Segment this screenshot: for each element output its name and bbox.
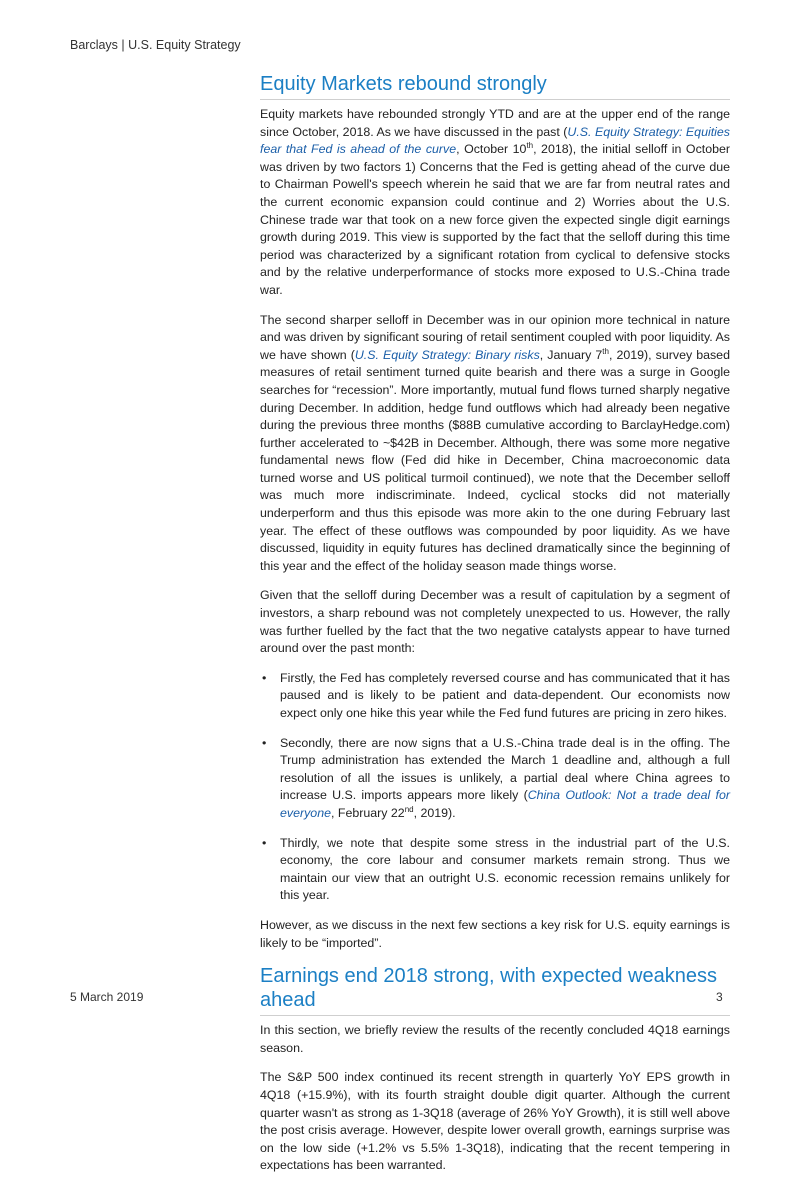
bullet-icon: •	[262, 670, 267, 685]
bullet-icon: •	[262, 735, 267, 750]
paragraph-1: Equity markets have rebounded strongly YTD and are at the upper end of the range since October, 2018. As we have discussed in the past (U.S. Equity Strategy: Equities fear that Fed is ahead of the curve, October 10th, 2018), the initial selloff in October was driven by two factors 1) Concerns that the Fed is getting ahead of the curve due to Chairman Powell's speech wherein he said that we are far from neutral rates and the current economic expansion could continue and 2) Worries about the U.S. Chinese trade war that took on a new force given the expected single digit earnings growth during 2019. This view is supported by the fact that the selloff during this time period was characterized by a significant rotation from cyclical to defensive stocks and by the relative underperformance of stocks more exposed to U.S.-China trade war.	[260, 107, 731, 297]
report-link-china-outlook[interactable]: China Outlook: Not a trade deal for everyone	[280, 788, 730, 820]
paragraph-4: However, as we discuss in the next few sections a key risk for U.S. equity earnings is likely to be “imported”.	[260, 917, 730, 950]
paragraph-5: In this section, we briefly review the results of the recently concluded 4Q18 earnings season.	[260, 1023, 730, 1055]
report-link-binary-risks[interactable]: U.S. Equity Strategy: Binary risks	[354, 347, 540, 362]
section-heading-earnings: Earnings end 2018 strong, with expected weakness ahead	[260, 964, 730, 1016]
footer-date: 5 March 2019	[70, 990, 144, 1004]
report-link-fed-curve[interactable]: U.S. Equity Strategy: Equities fear that Fed is ahead of the curve	[260, 124, 730, 157]
list-item: • Firstly, the Fed has completely reversed course and has communicated that it has paused and is likely to be patient and data-dependent. Our economists now expect only one hike this year while the Fed fund futures are pricing in zero hikes.	[262, 670, 730, 720]
paragraph-3: Given that the selloff during December was a result of capitulation by a segment of investors, a sharp rebound was not completely unexpected to us. However, the rally was further fuelled by the fact that the two negative catalysts appear to have turned around over the past month:	[260, 588, 730, 656]
paragraph-2: The second sharper selloff in December was in our opinion more technical in nature and was driven by significant souring of retail sentiment coupled with poor liquidity. As we have shown (U.S. Equity Strategy: Binary risks, January 7th, 2019), survey based measures of retail sentiment turned quite bearish and there was a surge in Google searches for “recession”. More importantly, mutual fund flows turned sharply negative during December. In addition, hedge fund outflows which had already been negative during the previous three months ($88B cumulative according to BarclayHedge.com) further accelerated to ~$42B in December. Although, there was some more negative fundamental news flow (Fed did hike in December, China macroeconomic data turned worse and US political turmoil continued), we note that the December selloff was much more indiscriminate. Indeed, cyclical stocks did not materially underperform and thus this episode was more akin to the one during February last year. The effect of these outflows was compounded by poor liquidity. As we have discussed, liquidity in equity futures has declined dramatically since the beginning of this year and the effect of the holiday season made things worse.	[260, 312, 730, 573]
bullet-list	[260, 670, 730, 905]
list-item: • Thirdly, we note that despite some stress in the industrial part of the U.S. economy, the core labour and consumer markets remain strong. Thus we maintain our view that an outright U.S. economic recession remains unlikely for this year.	[262, 835, 730, 903]
section-heading-equity-markets: Equity Markets rebound strongly	[260, 72, 730, 100]
list-item: • Secondly, there are now signs that a U.S.-China trade deal is in the offing. The Trump administration has extended the March 1 deadline and, although a full resolution of all the issues is unlikely, a partial deal where China agrees to increase U.S. imports appears more likely (China Outlook: Not a trade deal for everyone, February 22nd, 2019).	[262, 735, 730, 820]
bullet-icon: •	[262, 835, 267, 850]
page-number: 3	[716, 990, 723, 1004]
running-header: Barclays | U.S. Equity Strategy	[70, 38, 241, 52]
main-column	[260, 72, 730, 1187]
paragraph-6: The S&P 500 index continued its recent strength in quarterly YoY EPS growth in 4Q18 (+15.9%), with its fourth straight double digit quarter. Although the current quarter wasn't as strong as 1-3Q18 (average of 26% YoY Growth), it is still well above the post crisis average. However, despite lower overall growth, earnings surprise was on the low side (+1.2% vs 5.5% 1-3Q18), indicating that the recent tempering in expectations has been warranted.	[260, 1070, 730, 1173]
